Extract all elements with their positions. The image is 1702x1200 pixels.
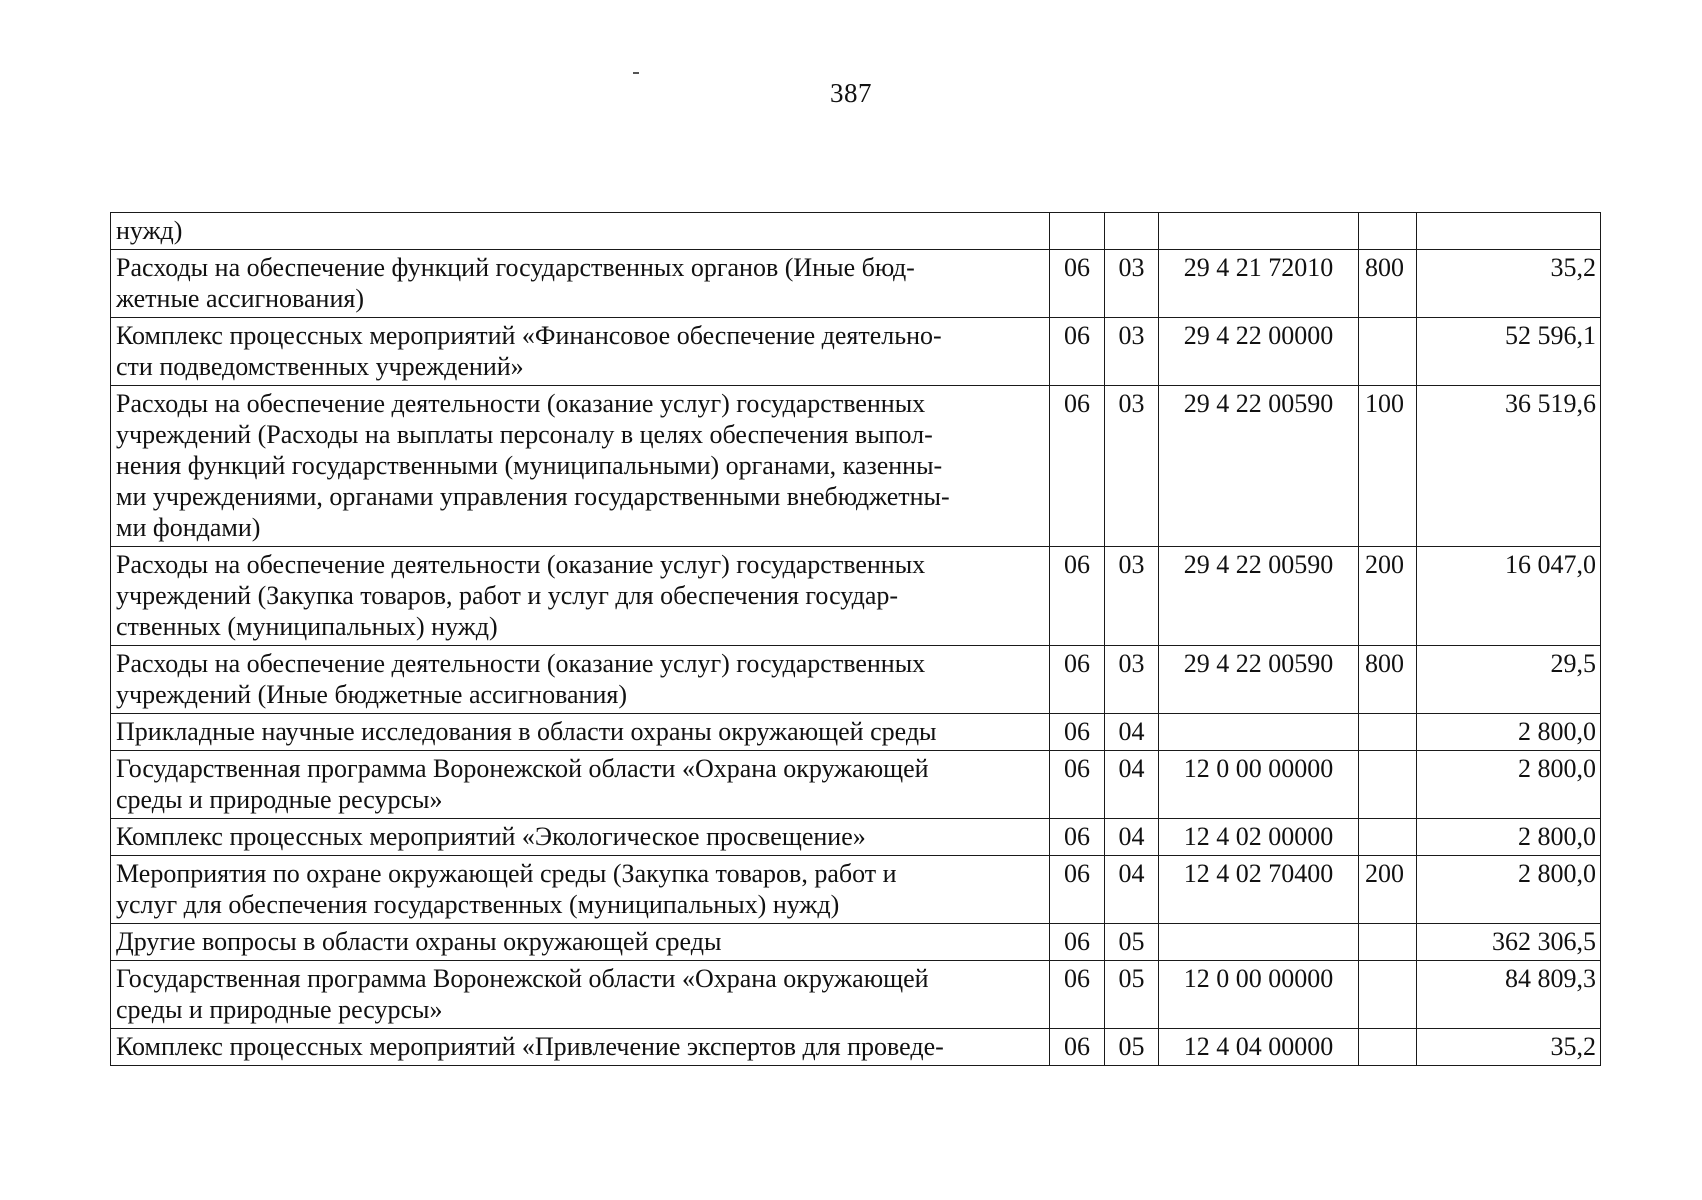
row-amount: 36 519,6	[1417, 386, 1601, 547]
row-description: Мероприятия по охране окружающей среды (Закупка товаров, работ и услуг для обеспечения государственных (муниципальных) нужд)	[111, 856, 1050, 924]
row-description: Комплекс процессных мероприятий «Экологическое просвещение»	[111, 819, 1050, 856]
row-subsection: 05	[1105, 924, 1159, 961]
row-subsection: 03	[1105, 250, 1159, 318]
row-target-code	[1159, 714, 1359, 751]
row-expense-type	[1359, 924, 1417, 961]
row-amount: 16 047,0	[1417, 547, 1601, 646]
row-amount: 2 800,0	[1417, 714, 1601, 751]
row-section: 06	[1050, 924, 1105, 961]
table-row	[111, 646, 1601, 714]
row-target-code: 12 4 04 00000	[1159, 1029, 1359, 1066]
row-target-code: 29 4 22 00590	[1159, 386, 1359, 547]
row-description: Государственная программа Воронежской области «Охрана окружающей среды и природные ресурсы»	[111, 751, 1050, 819]
row-target-code: 12 0 00 00000	[1159, 751, 1359, 819]
row-section: 06	[1050, 547, 1105, 646]
row-description: Комплекс процессных мероприятий «Привлечение экспертов для проведе-	[111, 1029, 1050, 1066]
row-description: Расходы на обеспечение деятельности (оказание услуг) государственных учреждений (Расходы на выплаты персоналу в целях обеспечения выпол- нения функций государственными (муниципальными) органами, казенны- ми учреждениями, органами управления государственными внебюджетны- ми фондами)	[111, 386, 1050, 547]
budget-table	[110, 212, 1601, 1066]
row-subsection: 03	[1105, 646, 1159, 714]
row-amount: 362 306,5	[1417, 924, 1601, 961]
row-section: 06	[1050, 386, 1105, 547]
row-expense-type	[1359, 318, 1417, 386]
table-row	[111, 318, 1601, 386]
row-section: 06	[1050, 250, 1105, 318]
row-subsection: 04	[1105, 751, 1159, 819]
row-expense-type	[1359, 1029, 1417, 1066]
table-row	[111, 250, 1601, 318]
row-description: Другие вопросы в области охраны окружающей среды	[111, 924, 1050, 961]
row-expense-type: 200	[1359, 547, 1417, 646]
row-expense-type	[1359, 819, 1417, 856]
table-row	[111, 819, 1601, 856]
table-row	[111, 1029, 1601, 1066]
row-description: Комплекс процессных мероприятий «Финансовое обеспечение деятельно- сти подведомственных учреждений»	[111, 318, 1050, 386]
row-section: 06	[1050, 819, 1105, 856]
row-description: Прикладные научные исследования в области охраны окружающей среды	[111, 714, 1050, 751]
row-subsection: 04	[1105, 856, 1159, 924]
row-target-code: 29 4 22 00590	[1159, 547, 1359, 646]
row-target-code	[1159, 924, 1359, 961]
row-subsection: 05	[1105, 1029, 1159, 1066]
row-description: Расходы на обеспечение функций государственных органов (Иные бюд- жетные ассигнования)	[111, 250, 1050, 318]
row-section	[1050, 213, 1105, 250]
row-amount: 84 809,3	[1417, 961, 1601, 1029]
table-row	[111, 751, 1601, 819]
row-description: Расходы на обеспечение деятельности (оказание услуг) государственных учреждений (Иные бюджетные ассигнования)	[111, 646, 1050, 714]
row-amount: 2 800,0	[1417, 856, 1601, 924]
row-amount	[1417, 213, 1601, 250]
page-number: 387	[830, 78, 872, 108]
table-row	[111, 386, 1601, 547]
row-amount: 2 800,0	[1417, 751, 1601, 819]
row-amount: 35,2	[1417, 1029, 1601, 1066]
row-expense-type: 200	[1359, 856, 1417, 924]
row-expense-type	[1359, 961, 1417, 1029]
row-expense-type: 100	[1359, 386, 1417, 547]
row-subsection	[1105, 213, 1159, 250]
row-target-code: 12 0 00 00000	[1159, 961, 1359, 1029]
row-section: 06	[1050, 714, 1105, 751]
row-amount: 2 800,0	[1417, 819, 1601, 856]
row-section: 06	[1050, 1029, 1105, 1066]
table-body	[111, 213, 1601, 1066]
row-target-code: 29 4 21 72010	[1159, 250, 1359, 318]
row-section: 06	[1050, 856, 1105, 924]
table-row	[111, 961, 1601, 1029]
row-target-code	[1159, 213, 1359, 250]
row-subsection: 03	[1105, 547, 1159, 646]
row-expense-type	[1359, 714, 1417, 751]
row-description: Расходы на обеспечение деятельности (оказание услуг) государственных учреждений (Закупка товаров, работ и услуг для обеспечения государ- ственных (муниципальных) нужд)	[111, 547, 1050, 646]
table-row	[111, 213, 1601, 250]
row-target-code: 12 4 02 00000	[1159, 819, 1359, 856]
row-description: нужд)	[111, 213, 1050, 250]
row-target-code: 12 4 02 70400	[1159, 856, 1359, 924]
row-description: Государственная программа Воронежской области «Охрана окружающей среды и природные ресурсы»	[111, 961, 1050, 1029]
table-row	[111, 714, 1601, 751]
row-expense-type	[1359, 751, 1417, 819]
row-amount: 52 596,1	[1417, 318, 1601, 386]
row-section: 06	[1050, 751, 1105, 819]
scan-artifact	[633, 72, 639, 74]
row-subsection: 05	[1105, 961, 1159, 1029]
row-expense-type	[1359, 213, 1417, 250]
row-subsection: 03	[1105, 318, 1159, 386]
row-expense-type: 800	[1359, 250, 1417, 318]
table-row	[111, 856, 1601, 924]
table-row	[111, 547, 1601, 646]
row-section: 06	[1050, 961, 1105, 1029]
row-target-code: 29 4 22 00590	[1159, 646, 1359, 714]
row-subsection: 04	[1105, 714, 1159, 751]
row-amount: 29,5	[1417, 646, 1601, 714]
row-section: 06	[1050, 318, 1105, 386]
row-subsection: 03	[1105, 386, 1159, 547]
table-row	[111, 924, 1601, 961]
row-expense-type: 800	[1359, 646, 1417, 714]
row-section: 06	[1050, 646, 1105, 714]
row-subsection: 04	[1105, 819, 1159, 856]
row-target-code: 29 4 22 00000	[1159, 318, 1359, 386]
row-amount: 35,2	[1417, 250, 1601, 318]
